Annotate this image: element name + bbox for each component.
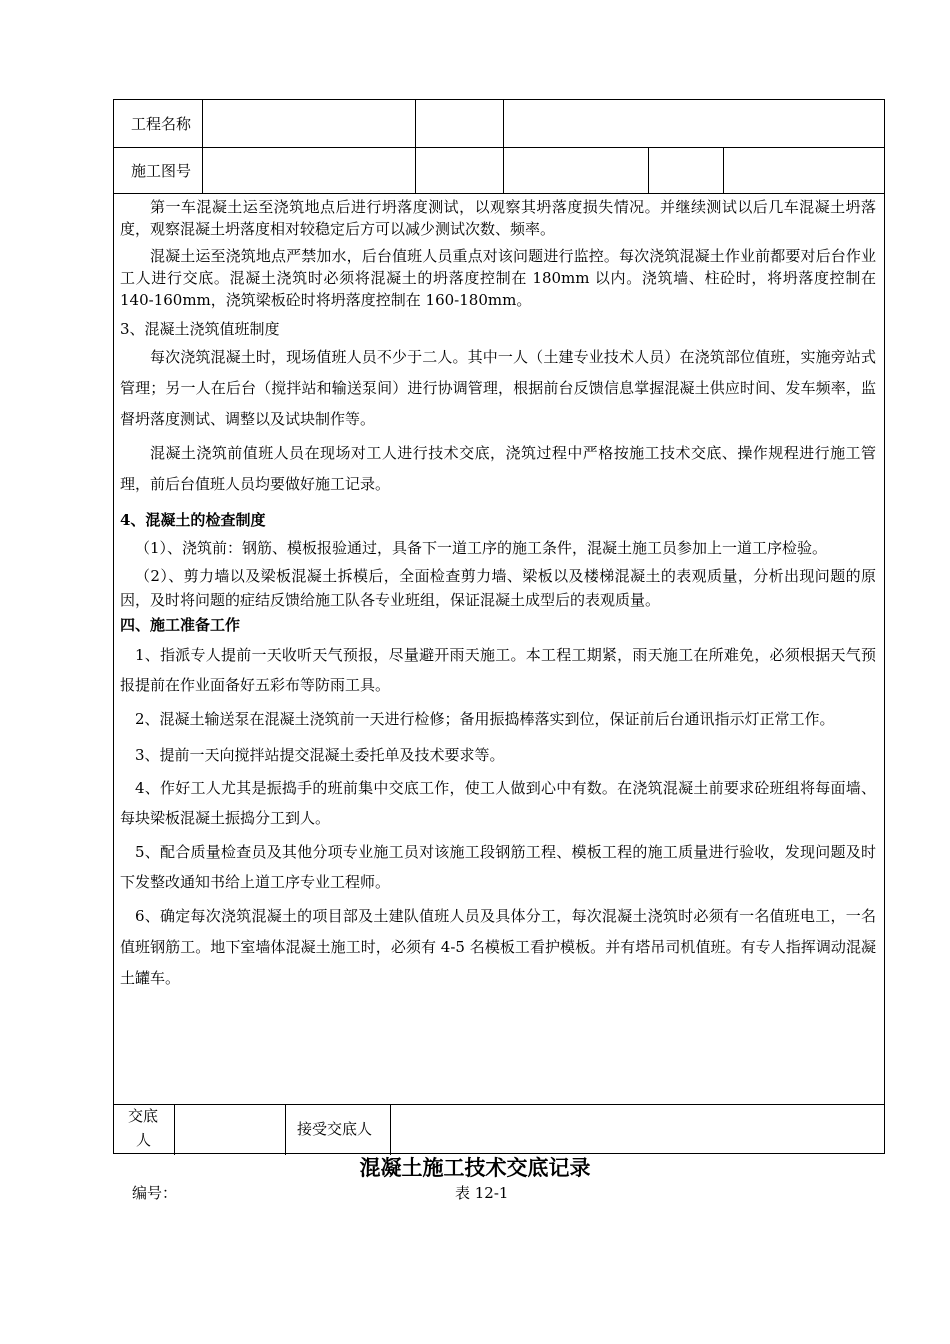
- list-item: 1、指派专人提前一天收听天气预报，尽量避开雨天施工。本工程工期紧，雨天施工在所难免，必须根据天气预报提前在作业面备好五彩布等防雨工具。: [120, 646, 876, 694]
- list-item: 5、配合质量检查员及其他分项专业施工员对该施工段钢筋工程、模板工程的施工质量进行验收，发现问题及时下发整改通知书给上道工序专业工程师。: [120, 843, 876, 891]
- row-divider: [114, 147, 884, 148]
- col-divider: [648, 147, 649, 193]
- section-heading: 四、施工准备工作: [120, 616, 241, 634]
- drawing-no-label: 施工图号: [131, 162, 192, 180]
- col-divider: [415, 100, 416, 193]
- col-divider: [285, 1104, 286, 1155]
- issuer-label-cont: 人: [136, 1131, 152, 1149]
- section-heading: 4、混凝土的检查制度: [120, 511, 266, 529]
- col-divider: [723, 147, 724, 193]
- project-name-label: 工程名称: [131, 115, 192, 133]
- content-body: [120, 196, 876, 994]
- list-item: 6、确定每次浇筑混凝土的项目部及土建队值班人员及具体分工，每次混凝土浇筑时必须有一名值班电工，一名值班钢筋工。地下室墙体混凝土施工时，必须有 4-5 名模板工看护模板。并有塔吊司机值班。有专人指挥调动混凝土罐车。: [120, 907, 876, 987]
- serial-label: 编号：: [132, 1184, 178, 1202]
- row-divider: [114, 193, 884, 194]
- paragraph: 混凝土浇筑前值班人员在现场对工人进行技术交底，浇筑过程中严格按施工技术交底、操作规程进行施工管理，前后台值班人员均要做好施工记录。: [120, 444, 876, 493]
- col-divider: [174, 1104, 175, 1155]
- paragraph: 第一车混凝土运至浇筑地点后进行坍落度测试，以观察其坍落度损失情况。并继续测试以后几车混凝土坍落度，观察混凝土坍落度相对较稳定后方可以减少测试次数、频率。: [120, 198, 876, 238]
- form-number: 表 12-1: [455, 1184, 509, 1202]
- paragraph: （1）、浇筑前：钢筋、模板报验通过，具备下一道工序的施工条件，混凝土施工员参加上一道工序检验。: [135, 539, 828, 557]
- row-divider: [114, 1104, 884, 1105]
- paragraph: 混凝土运至浇筑地点严禁加水，后台值班人员重点对该问题进行监控。每次浇筑混凝土作业前都要对后台作业工人进行交底。混凝土浇筑时必须将混凝土的坍落度控制在 180mm 以内。浇筑墙、柱砼时，将坍落度控制在 140-160mm，浇筑梁板砼时将坍落度控制在 160-180mm。: [120, 247, 876, 309]
- paragraph: （2）、剪力墙以及梁板混凝土拆模后，全面检查剪力墙、梁板以及楼梯混凝土的表观质量，分析出现问题的原因，及时将问题的症结反馈给施工队各专业班组，保证混凝土成型后的表观质量。: [120, 567, 876, 609]
- issuer-label: 交底: [128, 1107, 159, 1125]
- list-item: 2、混凝土输送泵在混凝土浇筑前一天进行检修；备用振捣棒落实到位，保证前后台通讯指示灯正常工作。: [135, 710, 835, 728]
- list-item: 3、提前一天向搅拌站提交混凝土委托单及技术要求等。: [135, 746, 505, 764]
- section-heading: 3、混凝土浇筑值班制度: [120, 320, 280, 338]
- list-item: 4、作好工人尤其是振捣手的班前集中交底工作，使工人做到心中有数。在浇筑混凝土前要求砼班组将每面墙、每块梁板混凝土振捣分工到人。: [120, 779, 876, 827]
- record-table: [113, 99, 885, 1154]
- receiver-label: 接受交底人: [297, 1120, 373, 1138]
- document-title: 混凝土施工技术交底记录: [359, 1155, 591, 1180]
- col-divider: [503, 100, 504, 193]
- paragraph: 每次浇筑混凝土时，现场值班人员不少于二人。其中一人（土建专业技术人员）在浇筑部位值班，实施旁站式管理；另一人在后台（搅拌站和输送泵间）进行协调管理，根据前台反馈信息掌握混凝土供应时间、发车频率，监督坍落度测试、调整以及试块制作等。: [120, 348, 876, 428]
- col-divider: [202, 100, 203, 193]
- col-divider: [390, 1104, 391, 1155]
